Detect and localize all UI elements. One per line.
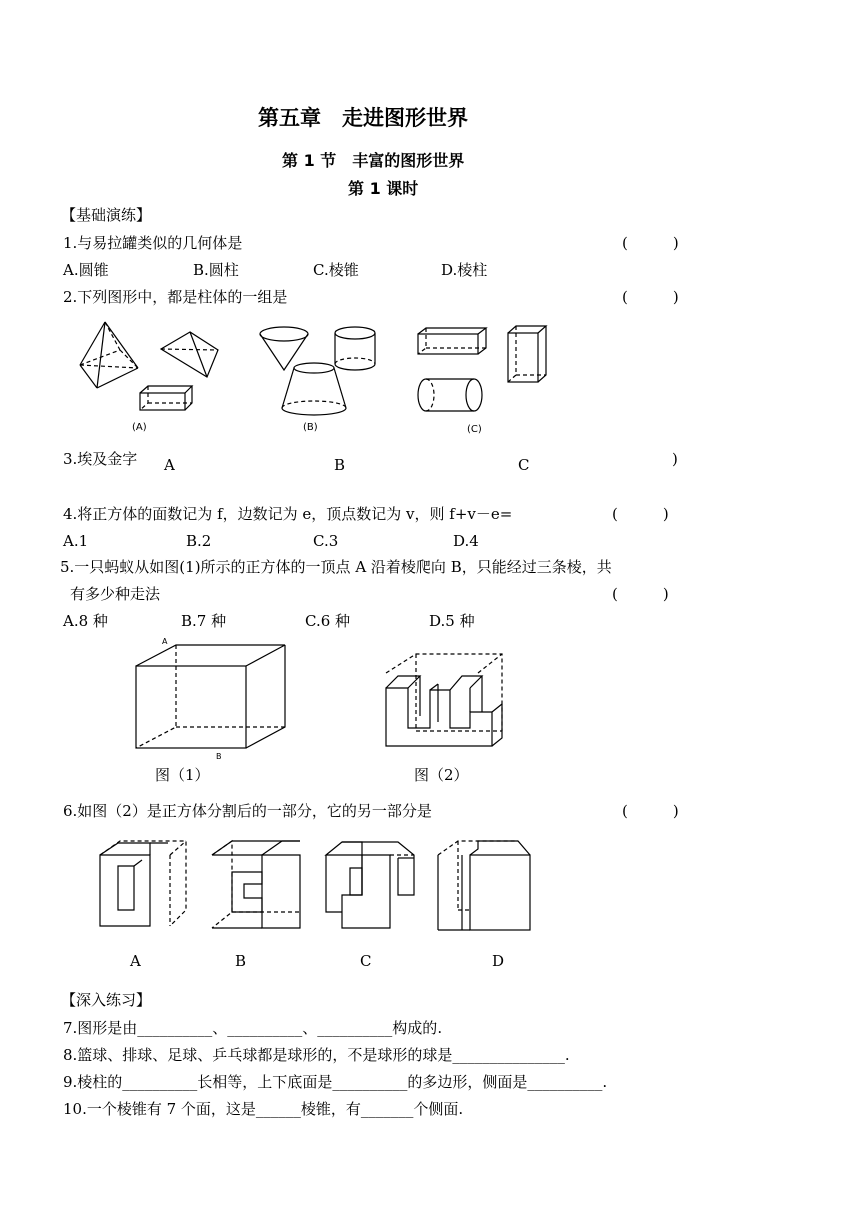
q1-option-d: D.棱柱 — [441, 261, 488, 279]
q6-option-a-shape — [100, 841, 186, 926]
q4-option-d: D.4 — [453, 532, 479, 550]
q1-text: 1.与易拉罐类似的几何体是 — [63, 234, 243, 252]
q1-option-c: C.棱锥 — [313, 261, 359, 279]
q4-option-c: C.3 — [313, 532, 339, 550]
vertex-b-label: B — [216, 752, 222, 761]
q2-text: 2.下列图形中，都是柱体的一组是 — [63, 288, 288, 306]
q2-group-label-c: C — [518, 456, 530, 474]
section-title: 第 1 节 丰富的图形世界 — [282, 151, 465, 170]
q1-option-b: B.圆柱 — [193, 261, 239, 279]
q4-option-a: A.1 — [63, 532, 89, 550]
q4-answer-paren: ( ) — [612, 505, 669, 523]
q5-option-c: C.6 种 — [305, 612, 351, 630]
q9-text: 9.棱柱的__________长相等，上下底面是__________的多边形，侧面是__________. — [63, 1073, 608, 1091]
q7-text: 7.图形是由__________、__________、__________构成的. — [63, 1019, 443, 1037]
q2-fig-tag-b: (B) — [303, 422, 318, 433]
q5-text-line1: 5.一只蚂蚁从如图(1)所示的正方体的一顶点 A 沿着棱爬向 B，只能经过三条棱，共 — [60, 558, 612, 576]
fig2-caption: 图（2） — [414, 766, 469, 784]
vertex-a-label: A — [162, 637, 168, 646]
q2-group-label-b: B — [334, 456, 346, 474]
q4-text: 4.将正方体的面数记为 f，边数记为 e，顶点数记为 v，则 f+v－e= — [63, 505, 513, 523]
q5-text-line2: 有多少种走法 — [70, 585, 161, 603]
q5-option-b: B.7 种 — [181, 612, 227, 630]
q5-answer-paren: ( ) — [612, 585, 669, 603]
q2-answer-paren: ( ) — [622, 288, 679, 306]
q2-fig-tag-c: (C) — [467, 424, 482, 435]
q6-answer-paren: ( ) — [622, 802, 679, 820]
q1-option-a: A.圆锥 — [63, 261, 109, 279]
q5-option-d: D.5 种 — [429, 612, 475, 630]
q1-answer-paren: ( ) — [622, 234, 679, 252]
q10-text: 10.一个棱锥有 7 个面，这是______棱锥，有_______个侧面. — [63, 1100, 464, 1118]
q2-group-label-a: A — [158, 456, 181, 480]
q3-text: 3.埃及金字 — [63, 450, 138, 468]
q6-option-b-shape — [212, 841, 300, 928]
q6-option-c-label: C — [360, 952, 372, 970]
q8-text: 8.篮球、排球、足球、乒乓球都是球形的，不是球形的球是_______________. — [63, 1046, 570, 1064]
q6-text: 6.如图（2）是正方体分割后的一部分，它的另一部分是 — [63, 802, 432, 820]
fig1-caption: 图（1） — [155, 766, 210, 784]
q3-answer-paren: ) — [672, 450, 678, 468]
q6-option-d-shape — [438, 841, 530, 930]
q4-option-b: B.2 — [186, 532, 212, 550]
lesson-title: 第 1 课时 — [348, 179, 419, 198]
q2-fig-tag-a: (A) — [132, 422, 147, 433]
q6-option-d-label: D — [492, 952, 505, 970]
q6-option-a-label: A — [130, 952, 141, 970]
chapter-title: 第五章 走进图形世界 — [258, 106, 468, 130]
q6-option-c-shape — [326, 842, 414, 928]
q6-option-b-label: B — [235, 952, 247, 970]
deep-section-header: 【深入练习】 — [61, 991, 152, 1009]
q5-option-a: A.8 种 — [63, 612, 108, 630]
basic-section-header: 【基础演练】 — [61, 206, 152, 224]
